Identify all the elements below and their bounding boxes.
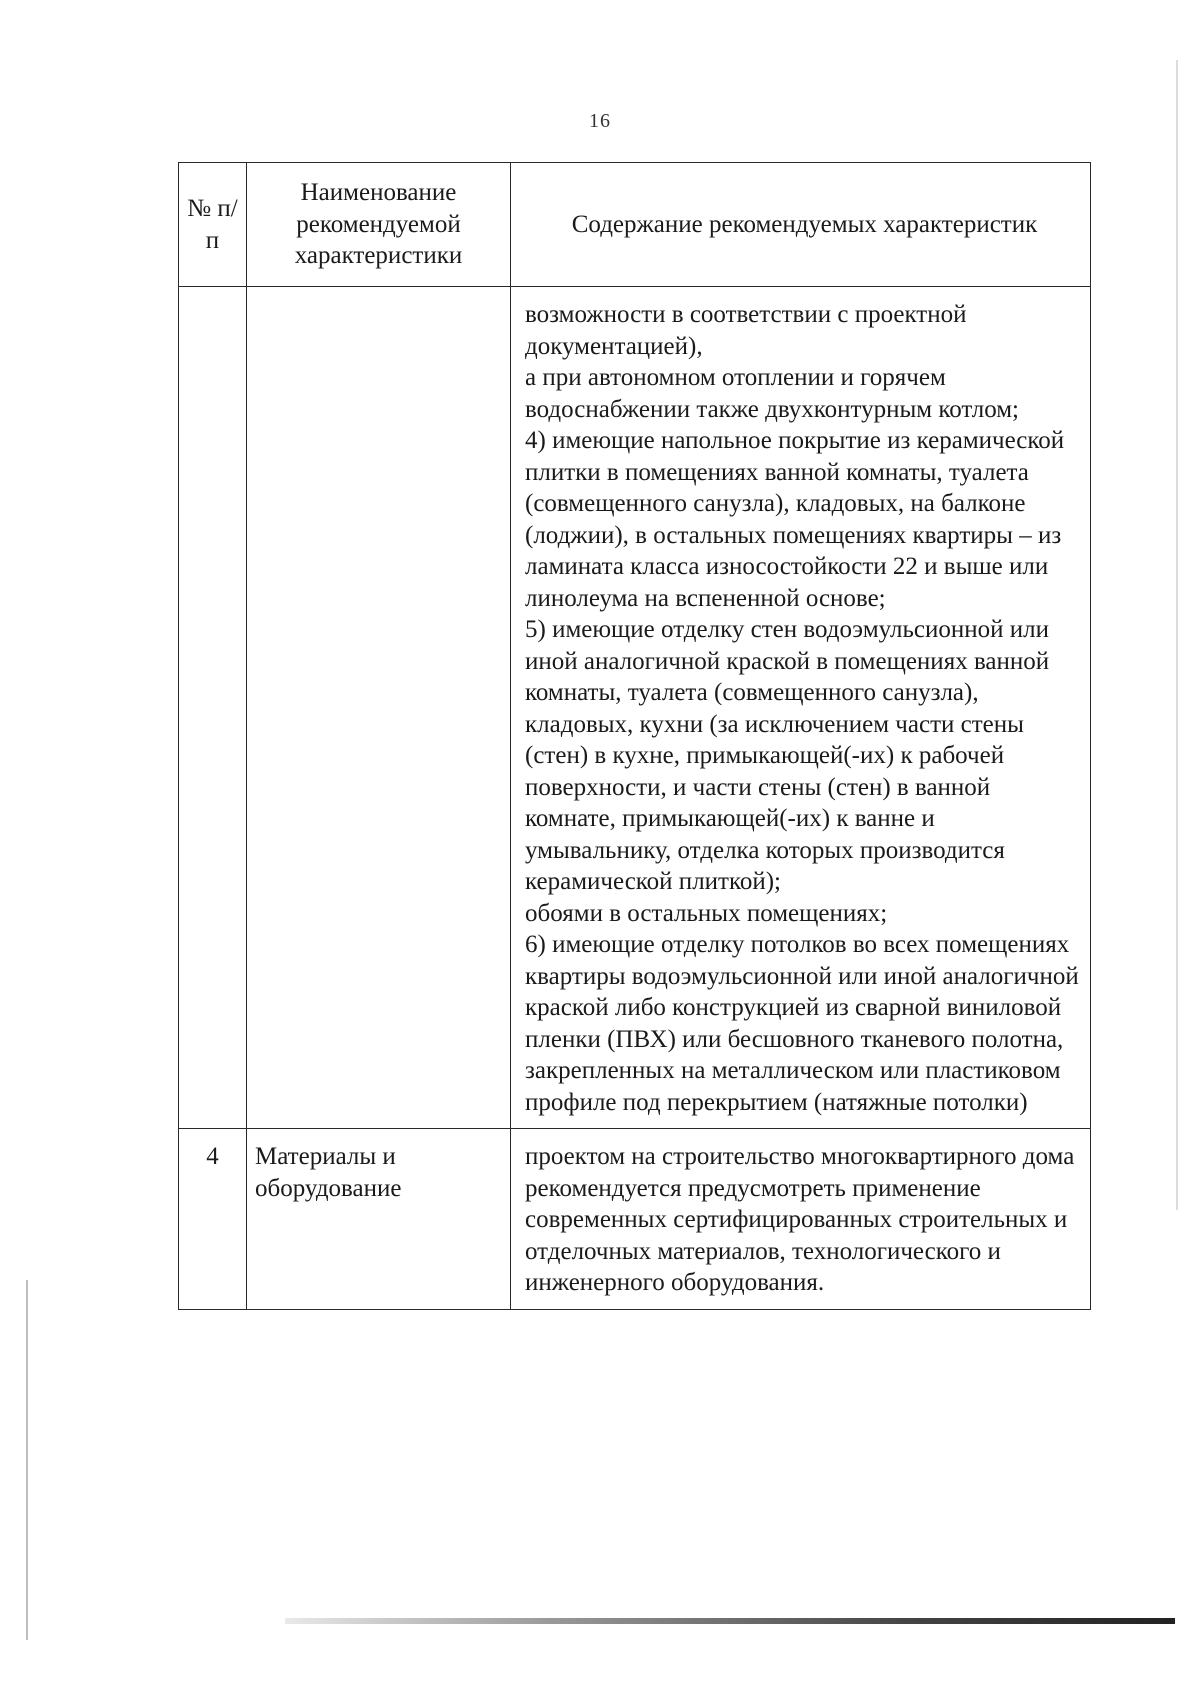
header-name: Наименование рекомендуемой характеристики [247,163,511,287]
content-paragraph: возможности в соответствии с проектной документацией), [525,301,967,360]
content-paragraph: 4) имеющие напольное покрытие из керамической плитки в помещениях ванной комнаты, туалета (совмещенного санузла), кладовых, на балконе (лоджии), в остальных помещениях квартиры – из ламината класса износостойкости 22 и выше или линолеума на вспененной основе; [525,427,1065,612]
row-num [179,287,247,1129]
scan-edge-right [1176,60,1178,1210]
row-content [511,287,1091,1129]
characteristics-table [178,162,1091,1310]
header-content: Содержание рекомендуемых характеристик [511,163,1091,287]
table-row [179,287,1091,1129]
page-number: 16 [589,110,611,132]
content-paragraph: проектом на строительство многоквартирного дома рекомендуется предусмотреть применение современных сертифицированных строительных и отделочных материалов, технологического и инженерного оборудования. [525,1143,1075,1296]
content-paragraph: обоями в остальных помещениях; [525,899,888,927]
bottom-rule [285,1618,1175,1624]
content-paragraph: 5) имеющие отделку стен водоэмульсионной или иной аналогичной краской в помещениях ванной комнаты, туалета (совмещенного санузла), кладовых, кухни (за исключением части стены (стен) в кухне, примыкающей(-их) к рабочей поверхности, и части стены (стен) в ванной комнате, примыкающей(-их) к ванне и умывальнику, отделка которых производится керамической плиткой); [525,616,1050,895]
row-num: 4 [179,1129,247,1310]
table-row [179,1129,1091,1310]
content-paragraph: а при автономном отоплении и горячем водоснабжении также двухконтурным котлом; [525,364,1019,423]
row-content [511,1129,1091,1310]
header-num: № п/п [179,163,247,287]
scan-edge-left [26,1280,28,1640]
table-header-row [179,163,1091,287]
content-paragraph: 6) имеющие отделку потолков во всех помещениях квартиры водоэмульсионной или иной аналогичной краской либо конструкцией из сварной виниловой пленки (ПВХ) или бесшовного тканевого полотна, закрепленных на металлическом или пластиковом профиле под перекрытием (натяжные потолки) [525,931,1079,1116]
row-name [247,287,511,1129]
row-name: Материалы и оборудование [247,1129,511,1310]
